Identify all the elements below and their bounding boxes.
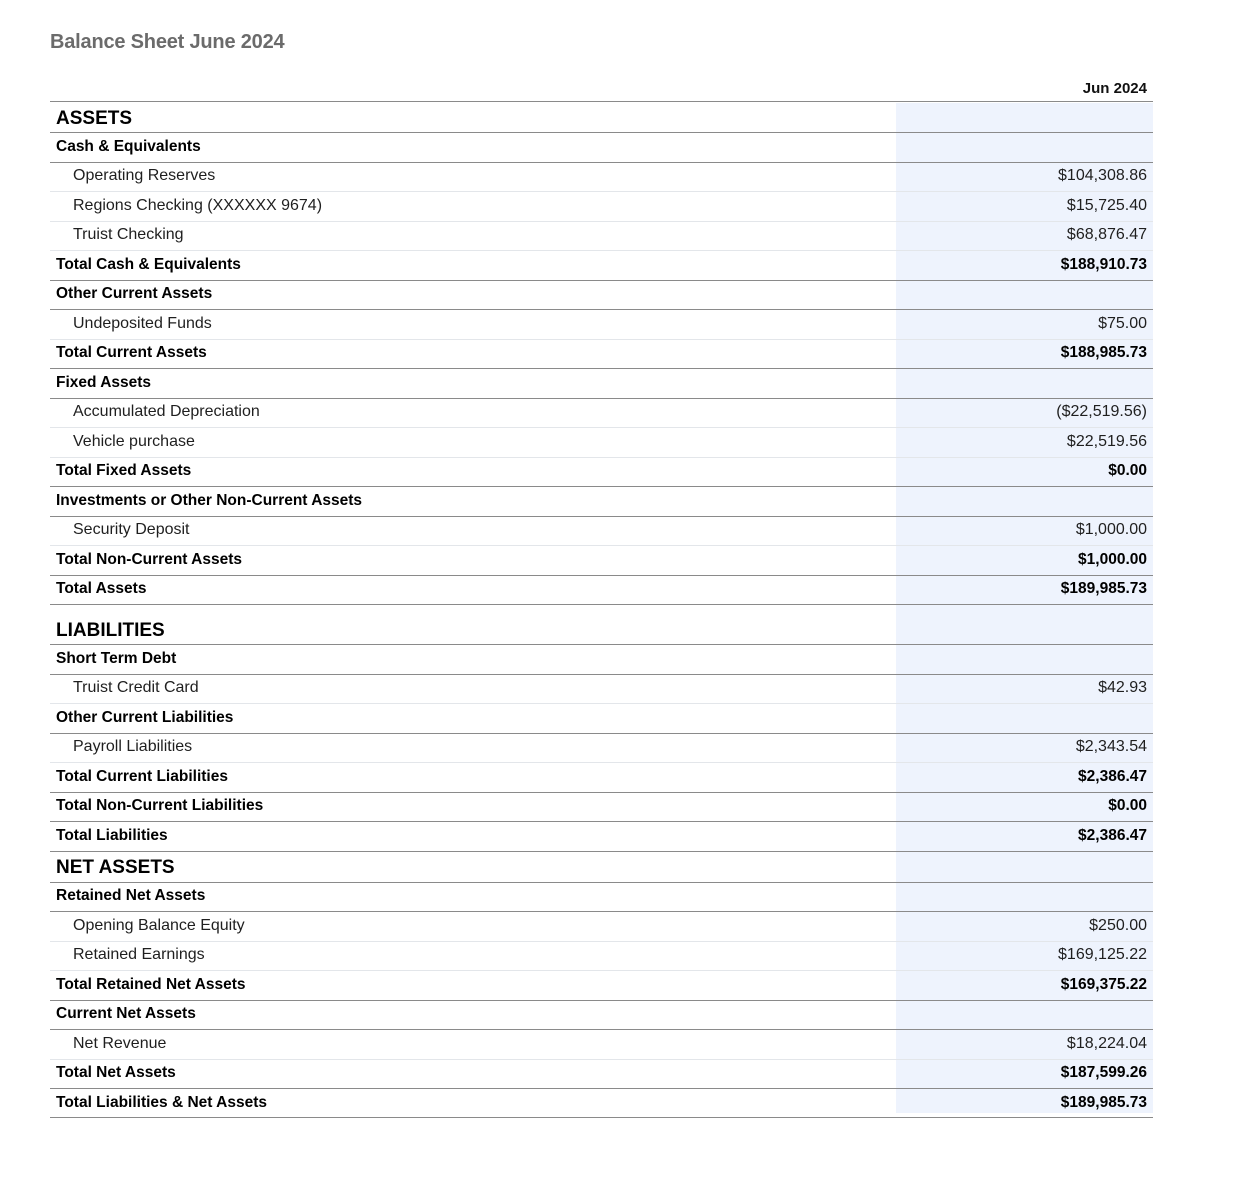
balance-sheet-table xyxy=(50,101,1153,1118)
row-group xyxy=(50,368,1153,398)
row-total xyxy=(50,575,1153,605)
row-value: $187,599.26 xyxy=(1060,1064,1147,1082)
row-label: Total Current Assets xyxy=(56,344,207,362)
row-label: Total Liabilities xyxy=(56,826,168,844)
row-label: Accumulated Depreciation xyxy=(73,403,260,421)
row-label: NET ASSETS xyxy=(56,857,175,878)
row-label: Total Assets xyxy=(56,580,147,598)
row-item xyxy=(50,1029,1153,1059)
row-label: Total Non-Current Assets xyxy=(56,550,243,568)
row-section xyxy=(50,604,1153,644)
row-total xyxy=(50,339,1153,369)
row-value: $169,375.22 xyxy=(1060,975,1147,993)
row-label: Operating Reserves xyxy=(73,167,216,185)
row-label: Security Deposit xyxy=(73,521,190,539)
row-group xyxy=(50,280,1153,310)
row-group xyxy=(50,132,1153,162)
row-label: Vehicle purchase xyxy=(73,432,195,450)
row-value: $2,386.47 xyxy=(1078,826,1147,844)
row-value: $188,985.73 xyxy=(1060,344,1147,362)
row-value: $188,910.73 xyxy=(1060,255,1147,273)
row-value: $250.00 xyxy=(1089,916,1147,934)
report-title: Balance Sheet June 2024 xyxy=(50,31,285,53)
row-item xyxy=(50,941,1153,971)
row-label: ASSETS xyxy=(56,107,133,129)
row-label: Total Net Assets xyxy=(56,1064,176,1082)
row-value: $42.93 xyxy=(1098,679,1147,697)
row-label: Truist Checking xyxy=(73,226,184,244)
row-value: $1,000.00 xyxy=(1078,550,1147,568)
row-value: $22,519.56 xyxy=(1066,432,1147,450)
row-item xyxy=(50,309,1153,339)
row-value: ($22,519.56) xyxy=(1056,403,1147,421)
row-total xyxy=(50,792,1153,822)
row-total xyxy=(50,970,1153,1000)
row-group xyxy=(50,882,1153,912)
row-label: LIABILITIES xyxy=(56,619,165,641)
row-group xyxy=(50,1000,1153,1030)
row-label: Other Current Liabilities xyxy=(56,708,234,726)
column-header-jun-2024: Jun 2024 xyxy=(1082,80,1147,97)
row-item xyxy=(50,398,1153,428)
row-label: Short Term Debt xyxy=(56,649,177,667)
row-item xyxy=(50,162,1153,192)
row-item xyxy=(50,733,1153,763)
row-value: $18,224.04 xyxy=(1066,1034,1147,1052)
row-value: $2,343.54 xyxy=(1075,738,1147,756)
row-item xyxy=(50,221,1153,251)
row-label: Retained Net Assets xyxy=(56,887,206,905)
row-label: Other Current Assets xyxy=(56,285,213,303)
row-total xyxy=(50,762,1153,792)
row-section xyxy=(50,851,1153,882)
row-label: Fixed Assets xyxy=(56,373,152,391)
row-label: Total Retained Net Assets xyxy=(56,975,246,993)
row-value: $189,985.73 xyxy=(1060,580,1147,598)
row-total xyxy=(50,1088,1153,1118)
row-value: $68,876.47 xyxy=(1066,226,1147,244)
row-value: $0.00 xyxy=(1108,462,1147,480)
row-value: $2,386.47 xyxy=(1078,767,1147,785)
row-label: Payroll Liabilities xyxy=(73,738,193,756)
row-value: $15,725.40 xyxy=(1066,196,1147,214)
row-value: $169,125.22 xyxy=(1058,946,1147,964)
row-item xyxy=(50,911,1153,941)
row-item xyxy=(50,191,1153,221)
row-item xyxy=(50,674,1153,704)
row-section xyxy=(50,101,1153,132)
row-label: Total Cash & Equivalents xyxy=(56,255,241,273)
row-value: $1,000.00 xyxy=(1075,521,1147,539)
row-label: Current Net Assets xyxy=(56,1005,196,1023)
row-label: Undeposited Funds xyxy=(73,314,212,332)
row-value: $189,985.73 xyxy=(1060,1093,1147,1111)
row-label: Total Non-Current Liabilities xyxy=(56,797,264,815)
row-value: $0.00 xyxy=(1108,797,1147,815)
row-total xyxy=(50,250,1153,280)
row-label: Total Fixed Assets xyxy=(56,462,192,480)
row-group xyxy=(50,486,1153,516)
row-group xyxy=(50,703,1153,733)
row-label: Net Revenue xyxy=(73,1034,167,1052)
row-value: $104,308.86 xyxy=(1058,167,1147,185)
row-total xyxy=(50,457,1153,487)
row-label: Retained Earnings xyxy=(73,946,205,964)
row-item xyxy=(50,427,1153,457)
row-total xyxy=(50,545,1153,575)
row-group xyxy=(50,644,1153,674)
row-value: $75.00 xyxy=(1098,314,1147,332)
row-label: Opening Balance Equity xyxy=(73,916,245,934)
row-label: Total Current Liabilities xyxy=(56,767,228,785)
row-label: Investments or Other Non-Current Assets xyxy=(56,491,363,509)
row-label: Regions Checking (XXXXXX 9674) xyxy=(73,196,323,214)
row-total xyxy=(50,821,1153,851)
row-item xyxy=(50,516,1153,546)
row-label: Cash & Equivalents xyxy=(56,137,201,155)
row-total xyxy=(50,1059,1153,1089)
row-label: Total Liabilities & Net Assets xyxy=(56,1093,268,1111)
row-label: Truist Credit Card xyxy=(73,679,199,697)
